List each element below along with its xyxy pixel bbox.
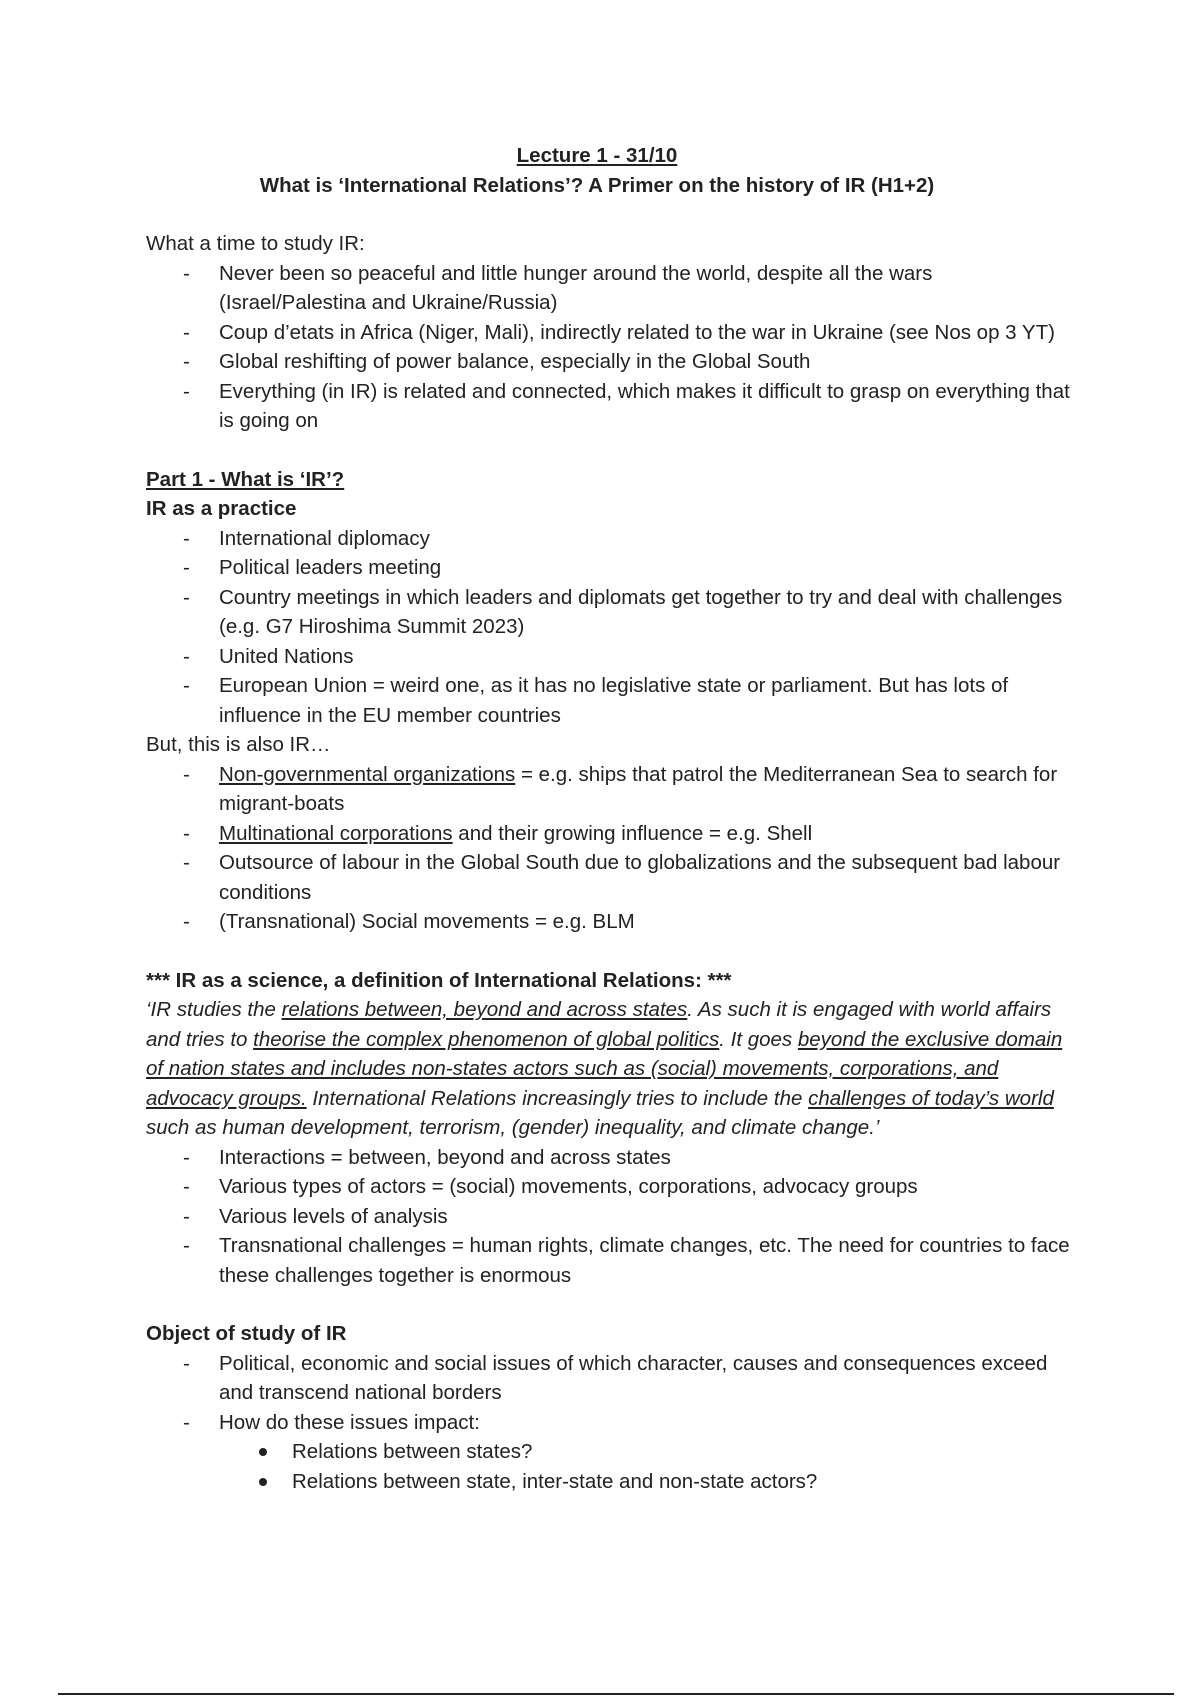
item-text: and their growing influence = e.g. Shell (452, 821, 813, 845)
list-item: - United Nations (219, 642, 1076, 672)
science-list (146, 1143, 1076, 1291)
underlined-term: Non-governmental organizations (219, 762, 516, 786)
def-text: International Relations increasingly tries to include the (306, 1086, 809, 1110)
lecture-title: Lecture 1 - 31/10 (516, 144, 678, 167)
list-item: - International diplomacy (219, 524, 1076, 554)
document-header (118, 141, 1076, 200)
part1-heading: Part 1 - What is ‘IR’? (146, 467, 345, 491)
item-text: = e.g. ships that patrol the Mediterranean Sea to search for migrant-boats (219, 762, 1058, 815)
intro-list (146, 259, 1076, 436)
object-sublist (219, 1437, 1076, 1496)
also-ir-lead: But, this is also IR… (146, 733, 331, 756)
list-item: - Country meetings in which leaders and diplomats get together to try and deal with challenges (e.g. G7 Hiroshima Summit 2023) (219, 583, 1076, 642)
def-underline: challenges of today’s world (808, 1086, 1054, 1110)
also-ir-list (146, 760, 1076, 937)
def-text: . As such it is engaged with world affairs and tries to (146, 998, 1052, 1051)
list-item: - Everything (in IR) is related and connected, which makes it difficult to grasp on everything that is going on (219, 377, 1076, 436)
def-text: . It goes (719, 1027, 798, 1051)
def-text: such as human development, terrorism, (gender) inequality, and climate change.’ (146, 1116, 880, 1139)
intro-lead: What a time to study IR: (146, 232, 365, 255)
list-item: - Never been so peaceful and little hunger around the world, despite all the wars (Israel/Palestina and Ukraine/Russia) (219, 259, 1076, 318)
def-underline: relations between, beyond and across states (281, 998, 688, 1021)
def-underline: theorise the complex phenomenon of global politics (253, 1027, 720, 1051)
list-item: - Transnational challenges = human rights, climate changes, etc. The need for countries to face these challenges together is enormous (219, 1231, 1076, 1290)
list-item: - Interactions = between, beyond and across states (219, 1143, 1076, 1173)
lecture-subtitle: What is ‘International Relations’? A Primer on the history of IR (H1+2) (259, 173, 935, 197)
item-text: Outsource of labour in the Global South due to globalizations and the subsequent bad labour conditions (219, 851, 1061, 904)
list-item: - Various levels of analysis (219, 1202, 1076, 1232)
list-item (219, 1408, 1076, 1497)
list-item: - Global reshifting of power balance, especially in the Global South (219, 347, 1076, 377)
def-underline: beyond the exclusive domain of nation states and includes non-states actors such as (social) movements, corporations, and advocacy groups. (146, 1027, 1063, 1110)
underlined-term: Multinational corporations (219, 821, 453, 845)
ir-definition (146, 995, 1076, 1143)
list-item (219, 760, 1076, 819)
sublist-item: Relations between states? (292, 1437, 1076, 1467)
practice-heading: IR as a practice (146, 497, 297, 520)
bottom-divider (58, 1693, 1174, 1695)
list-item: - Political, economic and social issues of which character, causes and consequences exceed and transcend national borders (219, 1349, 1076, 1408)
sublist-item: Relations between state, inter-state and non-state actors? (292, 1467, 1076, 1497)
list-item (219, 907, 1076, 937)
object-heading: Object of study of IR (146, 1322, 347, 1345)
object-list (146, 1349, 1076, 1497)
list-item (219, 819, 1076, 849)
list-item (219, 848, 1076, 907)
list-item: - Various types of actors = (social) movements, corporations, advocacy groups (219, 1172, 1076, 1202)
list-item: - European Union = weird one, as it has no legislative state or parliament. But has lots of influence in the EU member countries (219, 671, 1076, 730)
def-text: ‘IR studies the (146, 998, 282, 1021)
list-item: - Political leaders meeting (219, 553, 1076, 583)
science-heading: *** IR as a science, a definition of International Relations: *** (146, 968, 732, 992)
item-text: (Transnational) Social movements = e.g. BLM (219, 910, 635, 933)
document-content (146, 141, 1076, 1496)
practice-list (146, 524, 1076, 731)
list-item: - Coup d’etats in Africa (Niger, Mali), indirectly related to the war in Ukraine (see Nos op 3 YT) (219, 318, 1076, 348)
item-text: How do these issues impact: (219, 1410, 480, 1434)
